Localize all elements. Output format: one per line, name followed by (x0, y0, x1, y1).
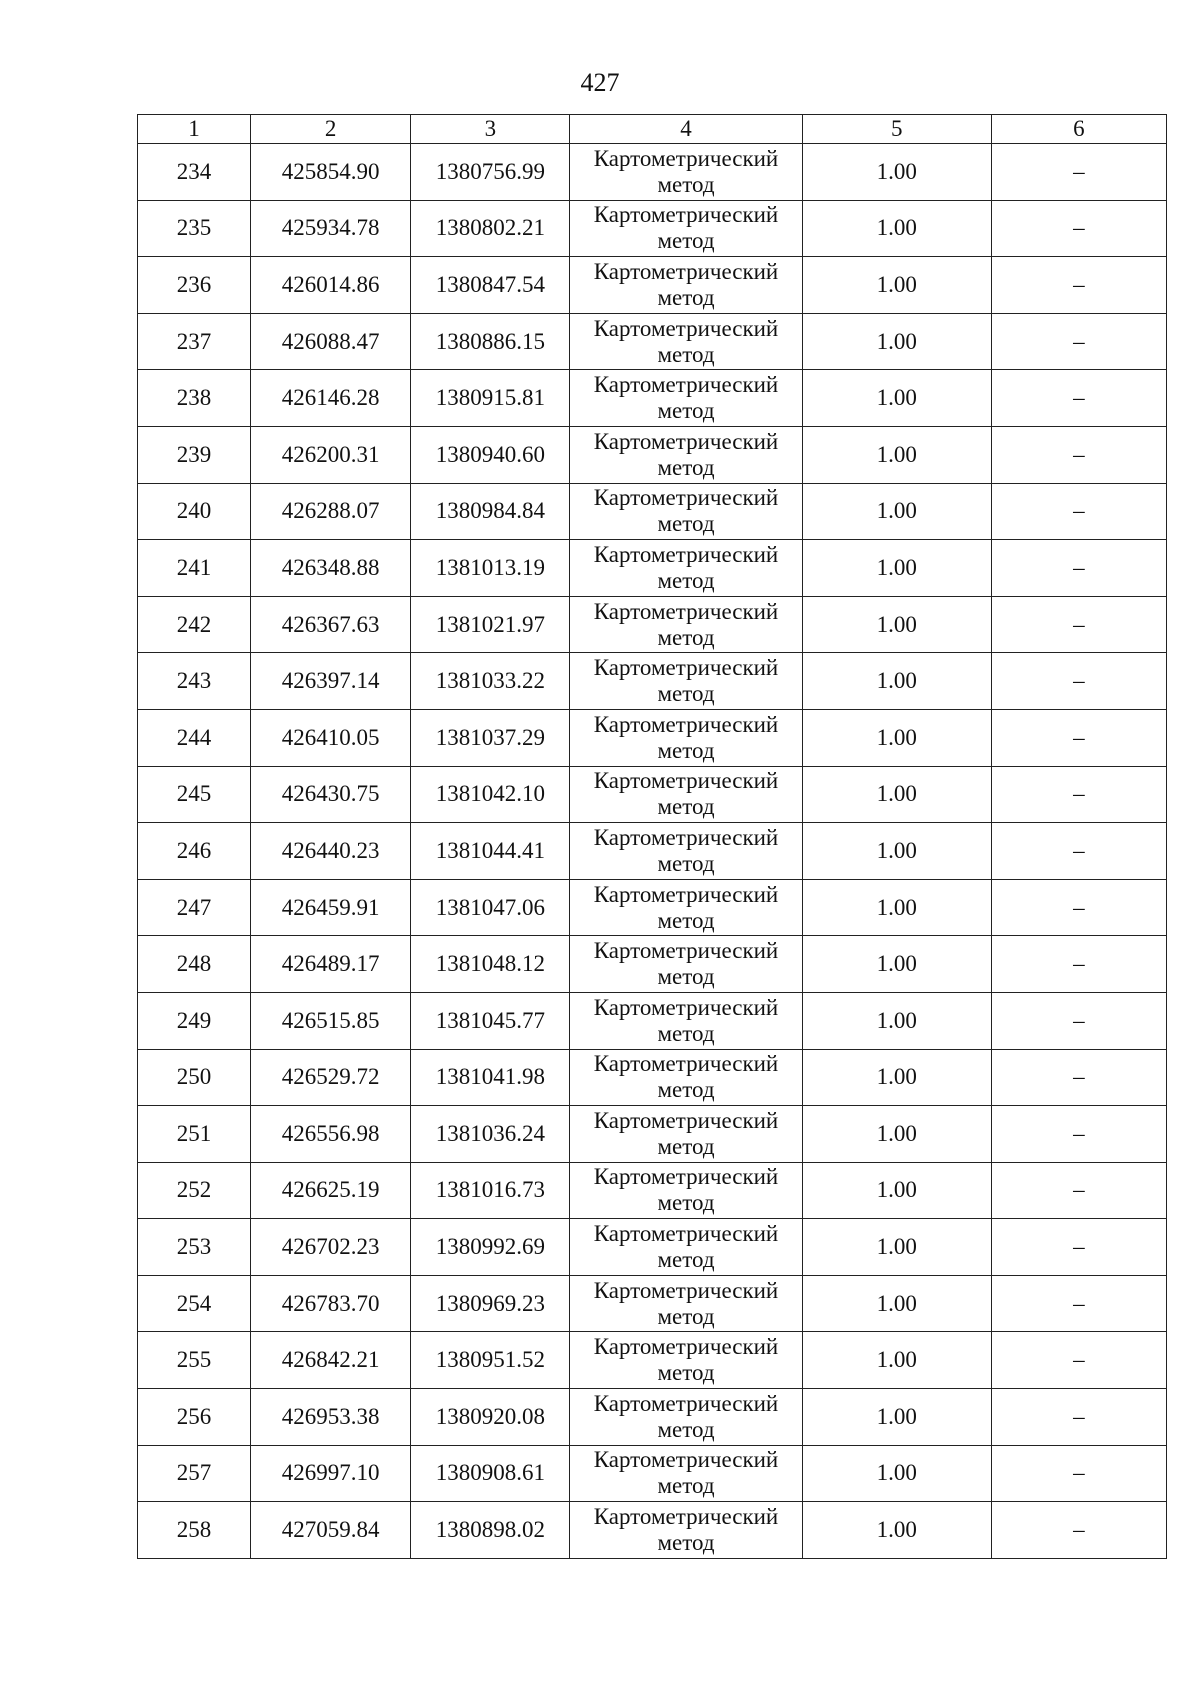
accuracy-cell: 1.00 (802, 257, 991, 314)
accuracy-cell: 1.00 (802, 1332, 991, 1389)
method-line-1: Картометрический (593, 1107, 779, 1133)
y-coordinate-cell: 1380940.60 (411, 426, 570, 483)
table-row (138, 1275, 1167, 1332)
column-header-2: 2 (251, 115, 411, 144)
note-cell: – (991, 1445, 1166, 1502)
y-coordinate-cell: 1380920.08 (411, 1389, 570, 1446)
table-row (138, 144, 1167, 201)
table-row (138, 426, 1167, 483)
accuracy-cell: 1.00 (802, 1106, 991, 1163)
y-coordinate-cell: 1380992.69 (411, 1219, 570, 1276)
column-header-6: 6 (991, 115, 1166, 144)
method-cell (570, 1162, 802, 1219)
method-line-2: метод (657, 398, 715, 424)
note-cell: – (991, 144, 1166, 201)
x-coordinate-cell: 425854.90 (251, 144, 411, 201)
x-coordinate-cell: 427059.84 (251, 1502, 411, 1559)
x-coordinate-cell: 426997.10 (251, 1445, 411, 1502)
method-line-2: метод (657, 1473, 715, 1499)
point-number-cell: 244 (138, 709, 251, 766)
method-line-2: метод (657, 171, 715, 197)
y-coordinate-cell: 1380908.61 (411, 1445, 570, 1502)
method-line-1: Картометрический (593, 1164, 779, 1190)
y-coordinate-cell: 1381033.22 (411, 653, 570, 710)
accuracy-cell: 1.00 (802, 540, 991, 597)
note-cell: – (991, 1502, 1166, 1559)
x-coordinate-cell: 426410.05 (251, 709, 411, 766)
y-coordinate-cell: 1381041.98 (411, 1049, 570, 1106)
accuracy-cell: 1.00 (802, 823, 991, 880)
point-number-cell: 235 (138, 200, 251, 257)
point-number-cell: 250 (138, 1049, 251, 1106)
y-coordinate-cell: 1380847.54 (411, 257, 570, 314)
table-row (138, 1502, 1167, 1559)
method-cell (570, 1332, 802, 1389)
y-coordinate-cell: 1380802.21 (411, 200, 570, 257)
table-row (138, 483, 1167, 540)
accuracy-cell: 1.00 (802, 653, 991, 710)
method-line-1: Картометрический (593, 655, 779, 681)
method-cell (570, 1275, 802, 1332)
method-cell (570, 1389, 802, 1446)
table-row (138, 653, 1167, 710)
x-coordinate-cell: 426146.28 (251, 370, 411, 427)
accuracy-cell: 1.00 (802, 596, 991, 653)
x-coordinate-cell: 426515.85 (251, 992, 411, 1049)
table-row (138, 1106, 1167, 1163)
column-header-3: 3 (411, 115, 570, 144)
method-cell (570, 992, 802, 1049)
method-cell (570, 596, 802, 653)
method-line-2: метод (657, 1020, 715, 1046)
point-number-cell: 239 (138, 426, 251, 483)
note-cell: – (991, 992, 1166, 1049)
note-cell: – (991, 1162, 1166, 1219)
method-line-1: Картометрический (593, 372, 779, 398)
method-line-1: Картометрический (593, 1277, 779, 1303)
accuracy-cell: 1.00 (802, 766, 991, 823)
method-line-2: метод (657, 737, 715, 763)
method-line-1: Картометрический (593, 881, 779, 907)
table-row (138, 992, 1167, 1049)
accuracy-cell: 1.00 (802, 1502, 991, 1559)
method-line-2: метод (657, 454, 715, 480)
method-line-2: метод (657, 1247, 715, 1273)
y-coordinate-cell: 1381042.10 (411, 766, 570, 823)
method-cell (570, 370, 802, 427)
point-number-cell: 238 (138, 370, 251, 427)
accuracy-cell: 1.00 (802, 144, 991, 201)
accuracy-cell: 1.00 (802, 313, 991, 370)
y-coordinate-cell: 1380969.23 (411, 1275, 570, 1332)
method-line-2: метод (657, 1530, 715, 1556)
method-line-2: метод (657, 1133, 715, 1159)
accuracy-cell: 1.00 (802, 1445, 991, 1502)
method-line-2: метод (657, 681, 715, 707)
note-cell: – (991, 257, 1166, 314)
column-header-5: 5 (802, 115, 991, 144)
method-cell (570, 1106, 802, 1163)
point-number-cell: 246 (138, 823, 251, 880)
table-row (138, 823, 1167, 880)
note-cell: – (991, 426, 1166, 483)
method-cell (570, 823, 802, 880)
method-line-2: метод (657, 1190, 715, 1216)
table-row (138, 879, 1167, 936)
x-coordinate-cell: 426200.31 (251, 426, 411, 483)
method-cell (570, 483, 802, 540)
note-cell: – (991, 596, 1166, 653)
note-cell: – (991, 540, 1166, 597)
y-coordinate-cell: 1381021.97 (411, 596, 570, 653)
table-row (138, 1332, 1167, 1389)
method-line-1: Картометрический (593, 1051, 779, 1077)
x-coordinate-cell: 426783.70 (251, 1275, 411, 1332)
method-cell (570, 200, 802, 257)
point-number-cell: 237 (138, 313, 251, 370)
x-coordinate-cell: 426459.91 (251, 879, 411, 936)
point-number-cell: 243 (138, 653, 251, 710)
method-line-1: Картометрический (593, 768, 779, 794)
method-line-2: метод (657, 1360, 715, 1386)
point-number-cell: 253 (138, 1219, 251, 1276)
table-header-row (138, 115, 1167, 144)
page-number: 427 (580, 68, 620, 97)
table-row (138, 540, 1167, 597)
accuracy-cell: 1.00 (802, 879, 991, 936)
point-number-cell: 241 (138, 540, 251, 597)
x-coordinate-cell: 426288.07 (251, 483, 411, 540)
method-cell (570, 1219, 802, 1276)
y-coordinate-cell: 1381044.41 (411, 823, 570, 880)
method-cell (570, 313, 802, 370)
accuracy-cell: 1.00 (802, 370, 991, 427)
note-cell: – (991, 313, 1166, 370)
method-line-2: метод (657, 1303, 715, 1329)
method-cell (570, 540, 802, 597)
accuracy-cell: 1.00 (802, 1049, 991, 1106)
point-number-cell: 255 (138, 1332, 251, 1389)
table-row (138, 1162, 1167, 1219)
point-number-cell: 249 (138, 992, 251, 1049)
table-row (138, 766, 1167, 823)
table-row (138, 709, 1167, 766)
x-coordinate-cell: 426556.98 (251, 1106, 411, 1163)
table-row (138, 1219, 1167, 1276)
method-line-1: Картометрический (593, 202, 779, 228)
method-line-1: Картометрический (593, 938, 779, 964)
note-cell: – (991, 1332, 1166, 1389)
x-coordinate-cell: 426953.38 (251, 1389, 411, 1446)
method-line-2: метод (657, 341, 715, 367)
point-number-cell: 242 (138, 596, 251, 653)
method-line-2: метод (657, 907, 715, 933)
accuracy-cell: 1.00 (802, 992, 991, 1049)
note-cell: – (991, 200, 1166, 257)
method-line-2: метод (657, 964, 715, 990)
point-number-cell: 247 (138, 879, 251, 936)
note-cell: – (991, 483, 1166, 540)
method-line-1: Картометрический (593, 315, 779, 341)
accuracy-cell: 1.00 (802, 1219, 991, 1276)
x-coordinate-cell: 426430.75 (251, 766, 411, 823)
point-number-cell: 251 (138, 1106, 251, 1163)
method-line-1: Картометрический (593, 824, 779, 850)
accuracy-cell: 1.00 (802, 709, 991, 766)
method-line-2: метод (657, 228, 715, 254)
note-cell: – (991, 1219, 1166, 1276)
method-line-1: Картометрический (593, 145, 779, 171)
method-line-1: Картометрический (593, 711, 779, 737)
note-cell: – (991, 1389, 1166, 1446)
method-cell (570, 766, 802, 823)
x-coordinate-cell: 426842.21 (251, 1332, 411, 1389)
x-coordinate-cell: 426625.19 (251, 1162, 411, 1219)
x-coordinate-cell: 426014.86 (251, 257, 411, 314)
method-cell (570, 257, 802, 314)
table-row (138, 313, 1167, 370)
method-line-2: метод (657, 511, 715, 537)
accuracy-cell: 1.00 (802, 1162, 991, 1219)
point-number-cell: 240 (138, 483, 251, 540)
method-cell (570, 144, 802, 201)
y-coordinate-cell: 1381047.06 (411, 879, 570, 936)
method-cell (570, 426, 802, 483)
y-coordinate-cell: 1381016.73 (411, 1162, 570, 1219)
accuracy-cell: 1.00 (802, 200, 991, 257)
y-coordinate-cell: 1381013.19 (411, 540, 570, 597)
x-coordinate-cell: 426367.63 (251, 596, 411, 653)
x-coordinate-cell: 425934.78 (251, 200, 411, 257)
note-cell: – (991, 766, 1166, 823)
method-line-2: метод (657, 284, 715, 310)
method-line-2: метод (657, 794, 715, 820)
method-cell (570, 936, 802, 993)
point-number-cell: 257 (138, 1445, 251, 1502)
y-coordinate-cell: 1380984.84 (411, 483, 570, 540)
method-cell (570, 879, 802, 936)
note-cell: – (991, 879, 1166, 936)
point-number-cell: 245 (138, 766, 251, 823)
accuracy-cell: 1.00 (802, 426, 991, 483)
method-cell (570, 1049, 802, 1106)
point-number-cell: 236 (138, 257, 251, 314)
method-line-1: Картометрический (593, 1334, 779, 1360)
y-coordinate-cell: 1381036.24 (411, 1106, 570, 1163)
method-line-1: Картометрический (593, 258, 779, 284)
y-coordinate-cell: 1380951.52 (411, 1332, 570, 1389)
column-header-1: 1 (138, 115, 251, 144)
method-line-1: Картометрический (593, 1504, 779, 1530)
point-number-cell: 256 (138, 1389, 251, 1446)
method-cell (570, 1502, 802, 1559)
point-number-cell: 248 (138, 936, 251, 993)
y-coordinate-cell: 1381045.77 (411, 992, 570, 1049)
method-cell (570, 653, 802, 710)
point-number-cell: 234 (138, 144, 251, 201)
y-coordinate-cell: 1380898.02 (411, 1502, 570, 1559)
method-line-1: Картометрический (593, 994, 779, 1020)
method-line-2: метод (657, 567, 715, 593)
accuracy-cell: 1.00 (802, 1275, 991, 1332)
method-line-2: метод (657, 624, 715, 650)
method-line-1: Картометрический (593, 1221, 779, 1247)
y-coordinate-cell: 1381048.12 (411, 936, 570, 993)
note-cell: – (991, 823, 1166, 880)
method-line-2: метод (657, 1077, 715, 1103)
method-line-1: Картометрический (593, 1447, 779, 1473)
method-line-1: Картометрический (593, 428, 779, 454)
method-cell (570, 709, 802, 766)
x-coordinate-cell: 426348.88 (251, 540, 411, 597)
method-line-2: метод (657, 1416, 715, 1442)
y-coordinate-cell: 1380756.99 (411, 144, 570, 201)
y-coordinate-cell: 1380915.81 (411, 370, 570, 427)
x-coordinate-cell: 426397.14 (251, 653, 411, 710)
column-header-4: 4 (570, 115, 802, 144)
table-row (138, 1049, 1167, 1106)
note-cell: – (991, 1106, 1166, 1163)
accuracy-cell: 1.00 (802, 1389, 991, 1446)
point-number-cell: 258 (138, 1502, 251, 1559)
method-line-1: Картометрический (593, 485, 779, 511)
table-row (138, 370, 1167, 427)
method-line-2: метод (657, 850, 715, 876)
note-cell: – (991, 370, 1166, 427)
y-coordinate-cell: 1380886.15 (411, 313, 570, 370)
accuracy-cell: 1.00 (802, 936, 991, 993)
note-cell: – (991, 1275, 1166, 1332)
x-coordinate-cell: 426088.47 (251, 313, 411, 370)
method-line-1: Картометрический (593, 1390, 779, 1416)
accuracy-cell: 1.00 (802, 483, 991, 540)
table-row (138, 596, 1167, 653)
y-coordinate-cell: 1381037.29 (411, 709, 570, 766)
method-line-1: Картометрический (593, 598, 779, 624)
method-cell (570, 1445, 802, 1502)
x-coordinate-cell: 426489.17 (251, 936, 411, 993)
table-row (138, 936, 1167, 993)
x-coordinate-cell: 426440.23 (251, 823, 411, 880)
note-cell: – (991, 936, 1166, 993)
point-number-cell: 252 (138, 1162, 251, 1219)
table-row (138, 200, 1167, 257)
note-cell: – (991, 1049, 1166, 1106)
x-coordinate-cell: 426702.23 (251, 1219, 411, 1276)
table-row (138, 1445, 1167, 1502)
point-number-cell: 254 (138, 1275, 251, 1332)
note-cell: – (991, 653, 1166, 710)
x-coordinate-cell: 426529.72 (251, 1049, 411, 1106)
note-cell: – (991, 709, 1166, 766)
coordinates-table (137, 114, 1167, 1559)
method-line-1: Картометрический (593, 541, 779, 567)
table-row (138, 257, 1167, 314)
table-row (138, 1389, 1167, 1446)
